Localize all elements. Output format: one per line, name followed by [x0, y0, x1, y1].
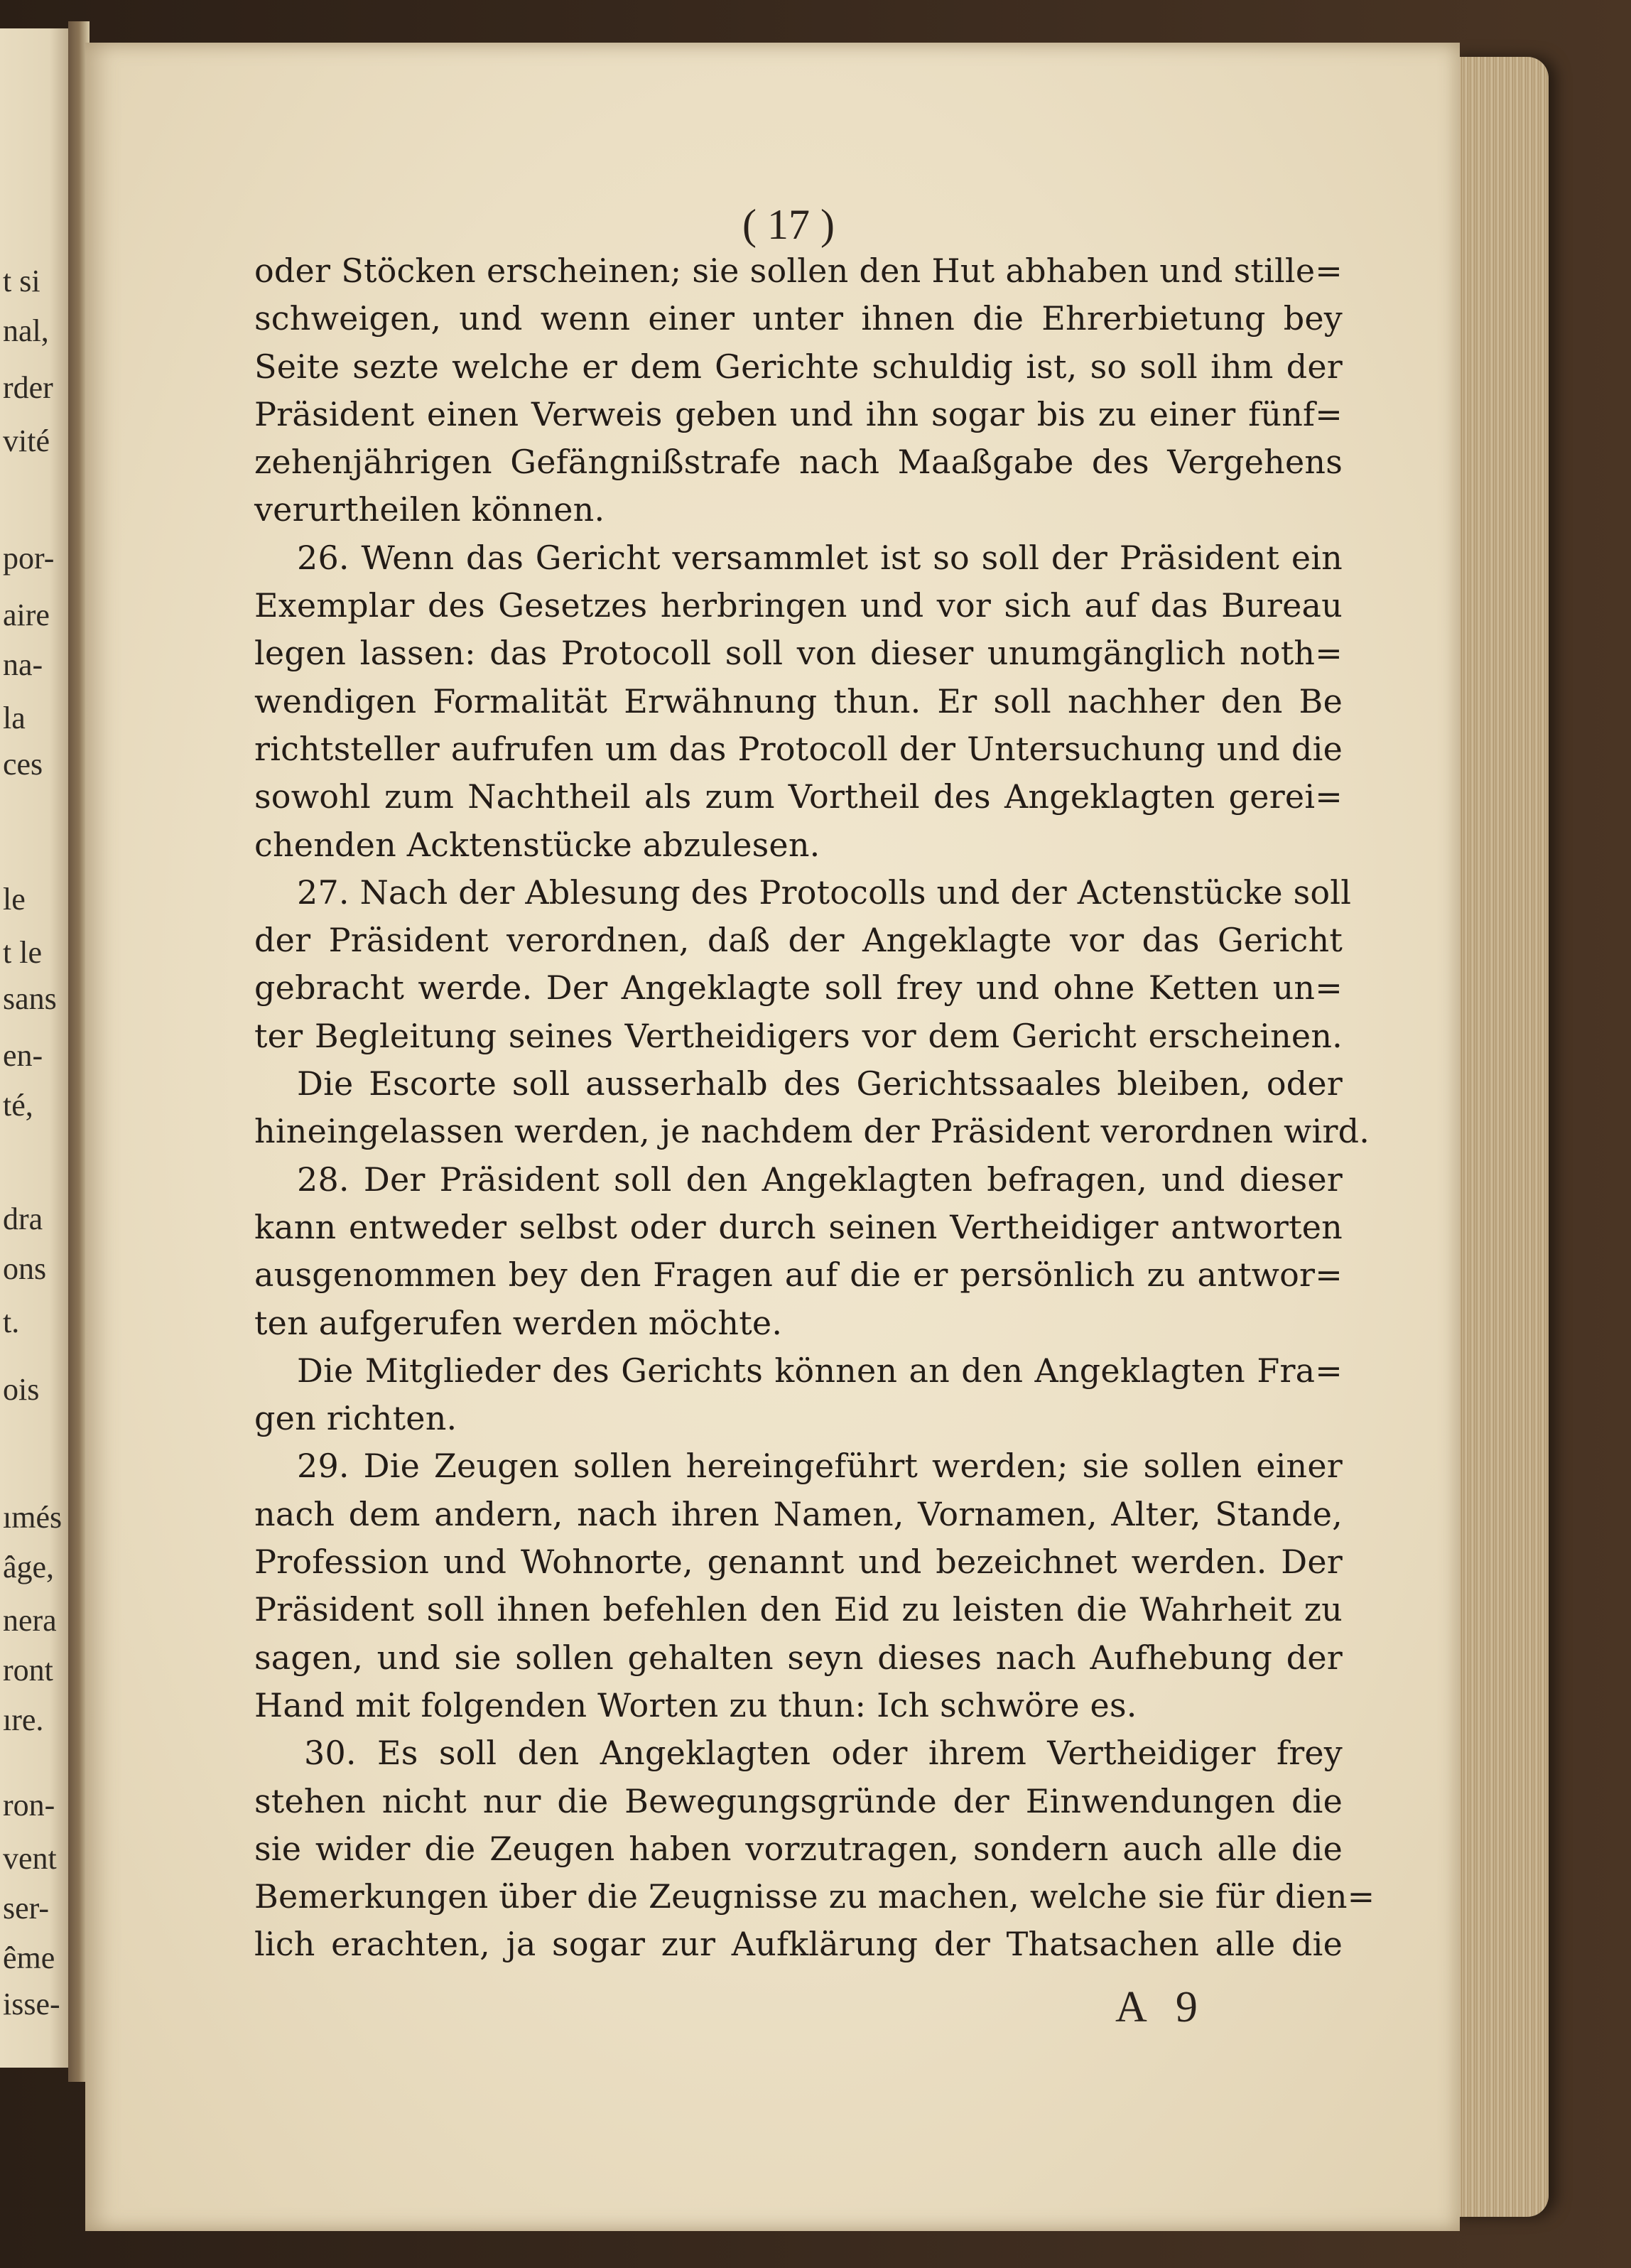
text-line: Die Escorte soll ausserhalb des Gerichtssaales bleiben, oder [297, 1064, 1343, 1103]
facing-page-fragment [0, 28, 71, 2068]
text-line: Präsident einen Verweis geben und ihn sogar bis zu einer fünf= [254, 394, 1343, 433]
text-line: kann entweder selbst oder durch seinen Vertheidiger antworten [254, 1207, 1343, 1246]
facing-page-text: nera [3, 1603, 57, 1638]
text-line: Bemerkungen über die Zeugnisse zu machen, welche sie für dien= [254, 1877, 1375, 1916]
text-line: Profession und Wohnorte, genannt und bezeichnet werden. Der [254, 1543, 1343, 1582]
text-line: legen lassen: das Protocoll soll von dieser unumgänglich noth= [254, 634, 1343, 673]
facing-page-text: ois [3, 1372, 40, 1407]
page-body-text [254, 247, 1375, 1969]
text-line: Präsident soll ihnen befehlen den Eid zu leisten die Wahrheit zu [254, 1590, 1343, 1629]
facing-page-text: nal, [3, 313, 49, 348]
text-line: schweigen, und wenn einer unter ihnen die Ehrerbietung bey [254, 299, 1343, 338]
facing-page-text: ıre. [3, 1702, 44, 1737]
text-line: sagen, und sie sollen gehalten seyn dieses nach Aufhebung der [254, 1638, 1343, 1677]
text-line: hineingelassen werden, je nachdem der Präsident verordnen wird. [254, 1112, 1370, 1151]
facing-page-text: vent [3, 1841, 57, 1876]
facing-page-text: por- [3, 541, 55, 576]
text-line: 30. Es soll den Angeklagten oder ihrem Vertheidiger frey [304, 1734, 1343, 1773]
text-line: sowohl zum Nachtheil als zum Vortheil des Angeklagten gerei= [254, 777, 1343, 816]
text-line: oder Stöcken erscheinen; sie sollen den Hut abhaben und stille= [254, 252, 1343, 290]
facing-page-text: isse- [3, 1987, 60, 2021]
facing-page-text: vité [3, 423, 50, 458]
text-line: 29. Die Zeugen sollen hereingeführt werden; sie sollen einer [297, 1447, 1343, 1486]
facing-page-text: la [3, 701, 26, 735]
page-block-edges [1449, 57, 1549, 2217]
text-line: lich erachten, ja sogar zur Aufklärung der Thatsachen alle die [254, 1925, 1343, 1964]
text-line: gebracht werde. Der Angeklagte soll frey und ohne Ketten un= [254, 968, 1343, 1008]
facing-page-text: âge, [3, 1550, 55, 1584]
text-line: Exemplar des Gesetzes herbringen und vor sich auf das Bureau [254, 586, 1343, 625]
facing-page-text: ême [3, 1940, 55, 1975]
facing-page-text: ron- [3, 1788, 55, 1822]
facing-page-text: t le [3, 935, 42, 970]
facing-page-text: t si [3, 264, 40, 298]
text-line: ter Begleitung seines Vertheidigers vor dem Gericht erscheinen. [254, 1016, 1343, 1055]
facing-page-text: rder [3, 370, 53, 405]
facing-page-text: ons [3, 1251, 47, 1286]
facing-page-text: té, [3, 1088, 33, 1123]
text-line: sie wider die Zeugen haben vorzutragen, sondern auch alle die [254, 1829, 1343, 1868]
text-line: stehen nicht nur die Bewegungsgründe der Einwendungen die [254, 1781, 1343, 1820]
text-line: Hand mit folgenden Worten zu thun: Ich schwöre es. [254, 1685, 1137, 1724]
text-line: ten aufgerufen werden möchte. [254, 1303, 783, 1342]
text-line: der Präsident verordnen, daß der Angeklagte vor das Gericht [254, 921, 1343, 960]
text-line: wendigen Formalität Erwähnung thun. Er soll nachher den Be [254, 681, 1343, 720]
text-line: 27. Nach der Ablesung des Protocolls und der Actenstücke soll [297, 873, 1352, 912]
signature-mark: A 9 [1115, 1983, 1208, 2031]
text-line: nach dem andern, nach ihren Namen, Vornamen, Alter, Stande, [254, 1494, 1343, 1533]
facing-page-text: ımés [3, 1500, 63, 1535]
text-line: 26. Wenn das Gericht versammlet ist so soll der Präsident ein [297, 538, 1343, 577]
facing-page-text: en- [3, 1038, 43, 1073]
facing-page-text: dra [3, 1202, 43, 1236]
text-line: 28. Der Präsident soll den Angeklagten befragen, und dieser [297, 1160, 1343, 1199]
text-line: Seite sezte welche er dem Gerichte schuldig ist, so soll ihm der [254, 347, 1343, 386]
facing-page-text: ces [3, 747, 43, 782]
text-line: zehenjährigen Gefängnißstrafe nach Maaßgabe des Vergehens [254, 443, 1343, 482]
facing-page-text: sans [3, 981, 57, 1016]
text-line: verurtheilen können. [254, 490, 605, 529]
facing-page-text: le [3, 882, 26, 917]
facing-page-text: ser- [3, 1891, 50, 1926]
text-line: ausgenommen bey den Fragen auf die er persönlich zu antwor= [254, 1256, 1343, 1295]
text-line: richtsteller aufrufen um das Protocoll der Untersuchung und die [254, 729, 1343, 768]
facing-page-text: aire [3, 598, 50, 632]
facing-page-text: ront [3, 1653, 53, 1688]
text-line: gen richten. [254, 1399, 457, 1438]
facing-page-text: na- [3, 647, 43, 682]
facing-page-text: t. [3, 1305, 20, 1339]
text-line: Die Mitglieder des Gerichts können an den Angeklagten Fra= [297, 1351, 1343, 1390]
page-number: ( 17 ) [742, 201, 835, 248]
text-line: chenden Acktenstücke abzulesen. [254, 825, 820, 864]
